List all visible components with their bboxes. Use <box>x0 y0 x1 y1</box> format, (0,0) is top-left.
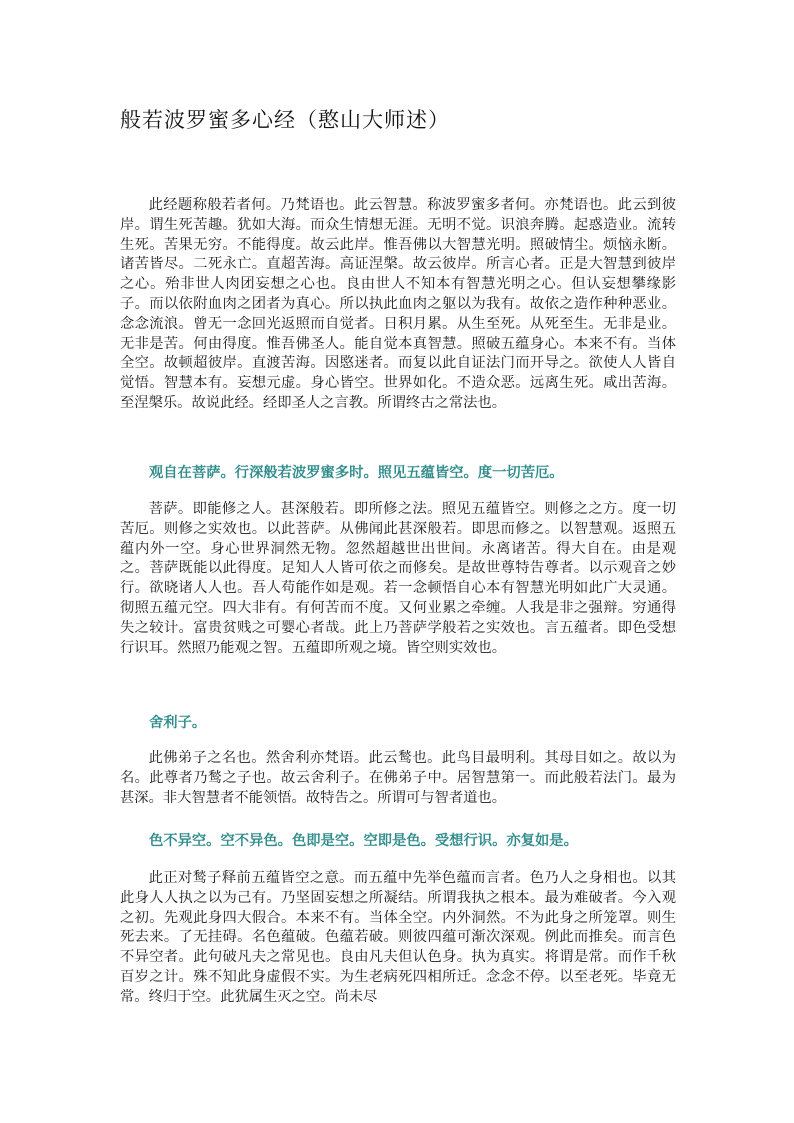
sutra-heading-3: 色不异空。空不异色。色即是空。空即是色。受想行识。亦复如是。 <box>149 833 578 849</box>
sutra-heading-1: 观自在菩萨。行深般若波罗蜜多时。照见五蕴皆空。度一切苦厄。 <box>149 465 564 481</box>
paragraph-intro: 此经题称般若者何。乃梵语也。此云智慧。称波罗蜜多者何。亦梵语也。此云到彼岸。谓生死苦趣。犹如大海。而众生情想无涯。无明不觉。识浪奔腾。起惑造业。流转生死。苦果无穷。不能得度。故云此岸。惟吾佛以大智慧光明。照破情尘。烦恼永断。诸苦皆尽。二死永亡。直超苦海。高证涅槃。故云彼岸。所言心者。正是大智慧到彼岸之心。殆非世人肉团妄想之心也。良由世人不知本有智慧光明之心。但认妄想攀缘影子。而以依附血肉之团者为真心。所以执此血肉之躯以为我有。故依之造作种种恶业。念念流浪。曾无一念回光返照而自觉者。日积月累。从生至死。从死至生。无非是业。无非是苦。何由得度。惟吾佛圣人。能自觉本真智慧。照破五蕴身心。本来不有。当体全空。故顿超彼岸。直渡苦海。因愍迷者。而复以此自证法门而开导之。欲使人人皆自觉悟。智慧本有。妄想元虚。身心皆空。世界如化。不造众恶。远离生死。咸出苦海。至涅槃乐。故说此经。经即圣人之言教。所谓终古之常法也。 <box>120 197 676 411</box>
paragraph-commentary-1: 菩萨。即能修之人。甚深般若。即所修之法。照见五蕴皆空。则修之之方。度一切苦厄。则修之实效也。以此菩萨。从佛闻此甚深般若。即思而修之。以智慧观。返照五蕴内外一空。身心世界洞然无物。忽然超越世出世间。永离诸苦。得大自在。由是观之。菩萨既能以此得度。足知人人皆可依之而修矣。是故世尊特告尊者。以示观音之妙行。欲晓诸人人也。吾人苟能作如是观。若一念顿悟自心本有智慧光明如此广大灵通。彻照五蕴元空。四大非有。有何苦而不度。又何业累之牵缠。人我是非之强辩。穷通得失之较计。富贵贫贱之可婴心者哉。此上乃菩萨学般若之实效也。言五蕴者。即色受想行识耳。然照乃能观之智。五蕴即所观之境。皆空则实效也。 <box>120 501 676 656</box>
paragraph-commentary-2: 此佛弟子之名也。然舍利亦梵语。此云鹙也。此鸟目最明利。其母目如之。故以为名。此尊者乃鹙之子也。故云舍利子。在佛弟子中。居智慧第一。而此般若法门。最为甚深。非大智慧者不能领悟。故特告之。所谓可与智者道也。 <box>120 750 676 806</box>
document-title: 般若波罗蜜多心经（憨山大师述） <box>120 108 450 132</box>
sutra-heading-2: 舍利子。 <box>149 715 207 731</box>
paragraph-commentary-3: 此正对鹙子释前五蕴皆空之意。而五蕴中先举色蕴而言者。色乃人之身相也。以其此身人人执之以为己有。乃坚固妄想之所凝结。所谓我执之根本。最为难破者。今入观之初。先观此身四大假合。本来不有。当体全空。内外洞然。不为此身之所笼罩。则生死去来。了无挂碍。名色蕴破。色蕴若破。则彼四蕴可渐次深观。例此而推矣。而言色不异空者。此句破凡夫之常见也。良由凡夫但认色身。执为真实。将谓是常。而作千秋百岁之计。殊不知此身虚假不实。为生老病死四相所迁。念念不停。以至老死。毕竟无常。终归于空。此犹属生灭之空。尚未尽 <box>120 870 676 1005</box>
